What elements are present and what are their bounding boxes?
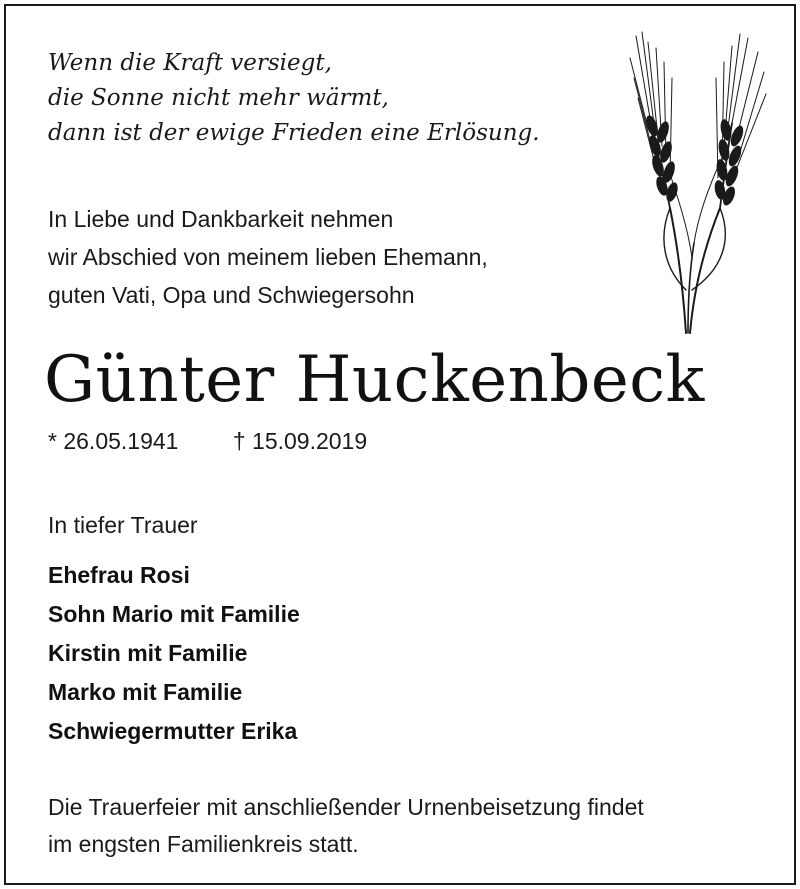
notice-line: im engsten Familienkreis statt. <box>48 831 359 857</box>
birth-date: * 26.05.1941 <box>48 428 179 454</box>
obituary-frame <box>4 4 796 885</box>
poem <box>48 46 540 151</box>
mourner-item: Marko mit Familie <box>48 679 243 705</box>
intro-line: In Liebe und Dankbarkeit nehmen <box>48 206 394 232</box>
mourner-item: Schwiegermutter Erika <box>48 718 298 744</box>
death-date: † 15.09.2019 <box>232 428 368 454</box>
poem-line: dann ist der ewige Frieden eine Erlösung. <box>48 120 540 146</box>
mourner-item: Kirstin mit Familie <box>48 640 248 666</box>
notice-line: Die Trauerfeier mit anschließender Urnenbeisetzung findet <box>48 794 644 820</box>
mourner-item: Sohn Mario mit Familie <box>48 601 300 627</box>
mourning-heading: In tiefer Trauer <box>48 512 198 538</box>
intro-line: wir Abschied von meinem lieben Ehemann, <box>48 244 488 270</box>
funeral-notice <box>48 789 644 863</box>
wheat-ears-icon <box>628 28 768 338</box>
mourner-list <box>48 556 300 751</box>
intro-line: guten Vati, Opa und Schwiegersohn <box>48 282 415 308</box>
mourner-item: Ehefrau Rosi <box>48 562 190 588</box>
life-dates <box>48 426 367 456</box>
intro-text <box>48 200 488 314</box>
poem-line: Wenn die Kraft versiegt, <box>48 50 332 76</box>
deceased-name: Günter Huckenbeck <box>44 343 705 417</box>
poem-line: die Sonne nicht mehr wärmt, <box>48 85 389 111</box>
